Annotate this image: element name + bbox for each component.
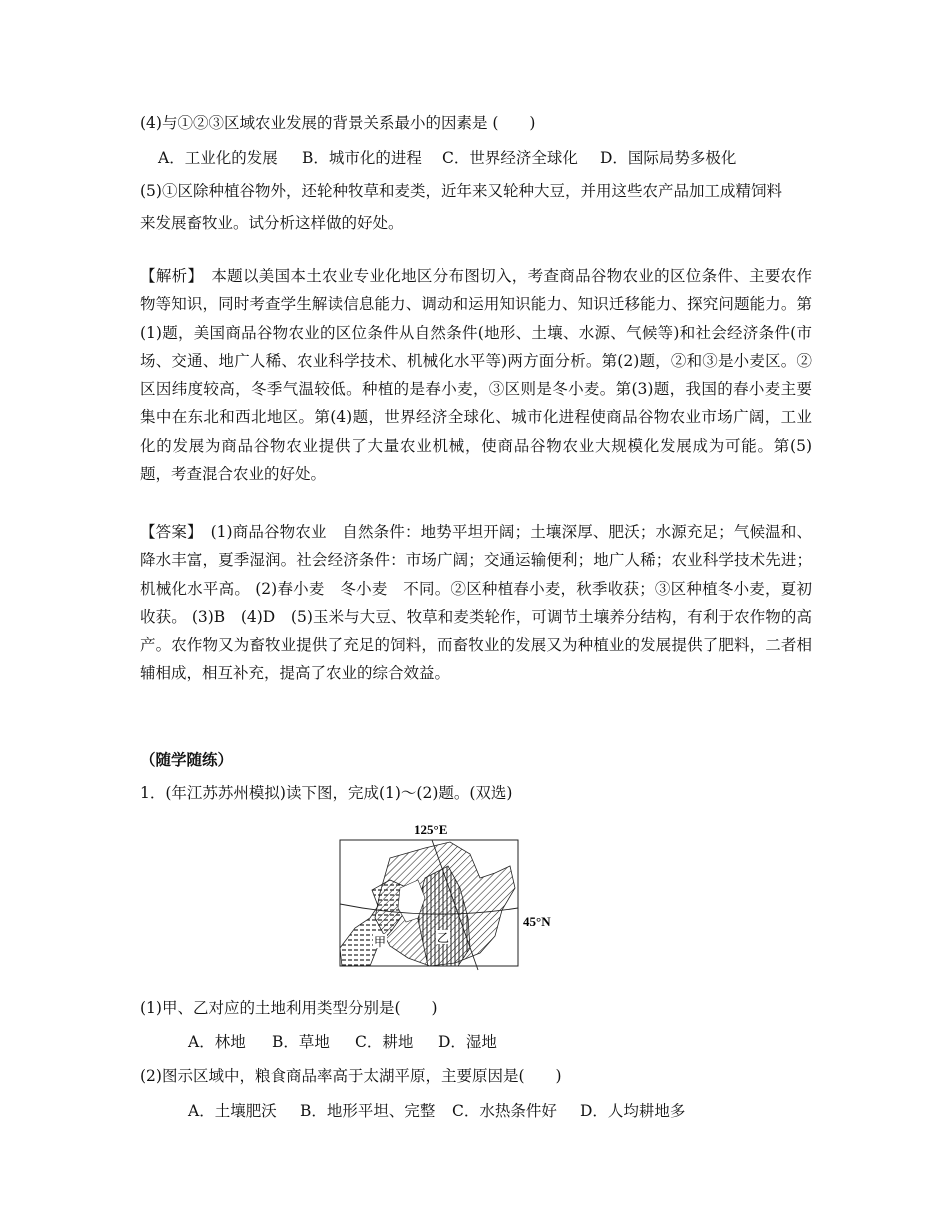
map-region-a-label: 甲 [374,935,387,949]
sub1-option-d: D．湿地 [438,1033,497,1051]
q5-line-2: 来发展畜牧业。试分析这样做的好处。 [140,214,404,232]
answer-tag: 【答案】 [140,523,195,541]
sub1-option-c: C．耕地 [355,1033,414,1051]
land-use-map [330,818,570,978]
sub2-option-d: D．人均耕地多 [580,1102,686,1120]
analysis-tag: 【解析】 [140,267,196,285]
map-longitude-label: 125°E [414,822,448,837]
q4-option-b: B．城市化的进程 [302,149,422,167]
sub1-option-b: B．草地 [272,1033,330,1051]
map-latitude-label: 45°N [523,914,551,929]
q4-option-c: C．世界经济全球化 [442,149,578,167]
answer-text: (1)商品谷物农业 自然条件：地势平坦开阔；土壤深厚、肥沃；水源充足；气候温和、降水丰富，夏季湿润。社会经济条件：市场广阔；交通运输便利；地广人稀；农业科学技术先进；机械化水平高。 (2)春小麦 冬小麦 不同。②区种植春小麦，秋季收获；③区种植冬小麦，夏初收获。 (3)B (4)D (5)玉米与大豆、牧草和麦类轮作，可调节土壤养分结构，有利于农作物的高产。农作物又为畜牧业提供了充足的饲料，而畜牧业的发展又为种植业的发展提供了肥料，二者相辅相成，相互补充，提高了农业的综合效益。 [140,523,812,683]
q5-line-1: (5)①区除种植谷物外，还轮种牧草和麦类，近年来又轮种大豆，并用这些农产品加工成精饲料 [140,182,782,200]
answer-paragraph [140,518,812,688]
practice-q1-stem: 1．(年江苏苏州模拟)读下图，完成(1)～(2)题。(双选) [140,784,513,802]
sub2-option-a: A．土壤肥沃 [188,1102,277,1120]
practice-heading: （随学随练） [140,750,234,769]
q4-option-a: A．工业化的发展 [158,149,278,167]
map-region-b-label: 乙 [437,931,450,945]
sub2-stem: (2)图示区域中，粮食商品率高于太湖平原，主要原因是( ) [140,1067,562,1085]
analysis-text: 本题以美国本土农业专业化地区分布图切入，考查商品谷物农业的区位条件、主要农作物等知识，同时考查学生解读信息能力、调动和运用知识能力、知识迁移能力、探究问题能力。第(1)题，美国商品谷物农业的区位条件从自然条件(地形、土壤、水源、气候等)和社会经济条件(市场、交通、地广人稀、农业科学技术、机械化水平等)两方面分析。第(2)题，②和③是小麦区。②区因纬度较高，冬季气温较低。种植的是春小麦，③区则是冬小麦。第(3)题，我国的春小麦主要集中在东北和西北地区。第(4)题，世界经济全球化、城市化进程使商品谷物农业市场广阔，工业化的发展为商品谷物农业提供了大量农业机械，使商品谷物农业大规模化发展成为可能。第(5)题，考查混合农业的好处。 [140,267,812,484]
sub1-stem: (1)甲、乙对应的土地利用类型分别是( ) [140,999,438,1017]
sub2-option-c: C．水热条件好 [452,1102,557,1120]
q4-option-d: D．国际局势多极化 [600,149,737,167]
analysis-paragraph [140,262,812,488]
sub2-option-b: B．地形平坦、完整 [300,1102,436,1120]
q4-stem: (4)与①②③区域农业发展的背景关系最小的因素是 ( ) [140,114,536,132]
sub1-option-a: A．林地 [188,1033,246,1051]
